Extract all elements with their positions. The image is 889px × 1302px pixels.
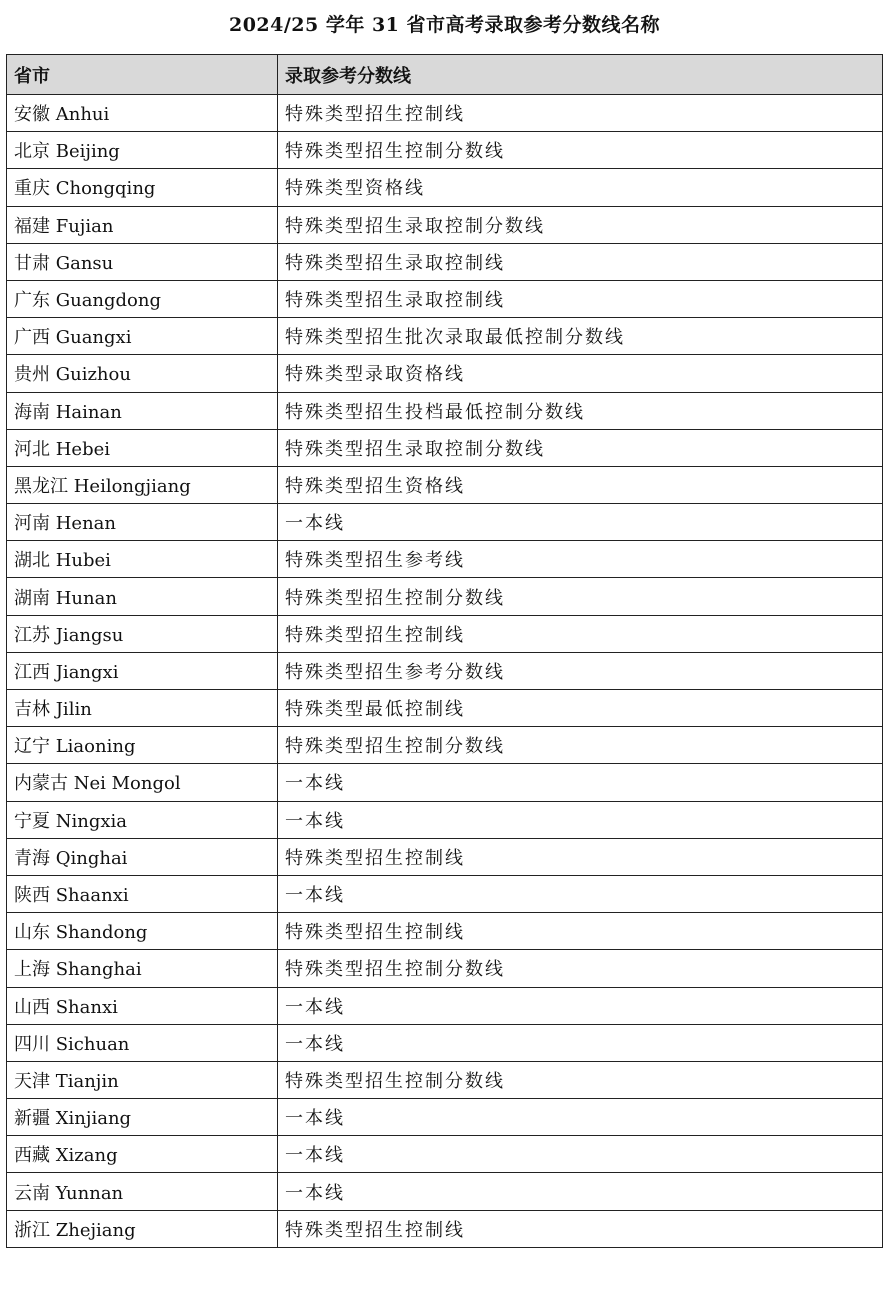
score-line-cell: 一本线: [278, 875, 883, 912]
table-row: [7, 690, 883, 727]
province-cell: 湖南 Hunan: [7, 578, 278, 615]
table-row: [7, 243, 883, 280]
table-row: [7, 727, 883, 764]
table-header-row: [7, 55, 883, 95]
score-line-cell: 一本线: [278, 1024, 883, 1061]
score-line-cell: 特殊类型招生批次录取最低控制分数线: [278, 318, 883, 355]
score-line-cell: 特殊类型招生控制分数线: [278, 727, 883, 764]
score-line-cell: 一本线: [278, 801, 883, 838]
score-line-cell: 特殊类型招生控制线: [278, 615, 883, 652]
province-cell: 黑龙江 Heilongjiang: [7, 466, 278, 503]
score-line-cell: 一本线: [278, 504, 883, 541]
province-cell: 北京 Beijing: [7, 132, 278, 169]
table-row: [7, 206, 883, 243]
province-cell: 上海 Shanghai: [7, 950, 278, 987]
score-line-cell: 特殊类型招生参考线: [278, 541, 883, 578]
table-row: [7, 838, 883, 875]
score-line-cell: 特殊类型招生控制分数线: [278, 578, 883, 615]
table-row: [7, 1173, 883, 1210]
table-row: [7, 169, 883, 206]
table-row: [7, 801, 883, 838]
table-row: [7, 1099, 883, 1136]
table-row: [7, 764, 883, 801]
score-line-cell: 一本线: [278, 764, 883, 801]
score-line-cell: 特殊类型招生控制线: [278, 95, 883, 132]
score-line-cell: 特殊类型最低控制线: [278, 690, 883, 727]
score-line-cell: 特殊类型资格线: [278, 169, 883, 206]
score-line-cell: 特殊类型招生录取控制分数线: [278, 206, 883, 243]
province-cell: 贵州 Guizhou: [7, 355, 278, 392]
score-line-cell: 特殊类型招生参考分数线: [278, 652, 883, 689]
province-cell: 宁夏 Ningxia: [7, 801, 278, 838]
table-row: [7, 875, 883, 912]
header-score-line: 录取参考分数线: [278, 55, 883, 95]
table-row: [7, 1210, 883, 1247]
table-row: [7, 132, 883, 169]
province-cell: 云南 Yunnan: [7, 1173, 278, 1210]
table-row: [7, 1024, 883, 1061]
province-cell: 广西 Guangxi: [7, 318, 278, 355]
province-cell: 安徽 Anhui: [7, 95, 278, 132]
province-cell: 新疆 Xinjiang: [7, 1099, 278, 1136]
table-row: [7, 429, 883, 466]
score-line-cell: 特殊类型招生控制线: [278, 1210, 883, 1247]
table-row: [7, 615, 883, 652]
province-cell: 吉林 Jilin: [7, 690, 278, 727]
score-line-cell: 特殊类型招生投档最低控制分数线: [278, 392, 883, 429]
table-row: [7, 504, 883, 541]
province-cell: 陕西 Shaanxi: [7, 875, 278, 912]
table-body: [7, 95, 883, 1248]
score-line-cell: 一本线: [278, 987, 883, 1024]
document-title: 2024/25 学年 31 省市高考录取参考分数线名称: [228, 14, 661, 36]
province-cell: 河南 Henan: [7, 504, 278, 541]
score-line-cell: 特殊类型招生录取控制线: [278, 243, 883, 280]
table-row: [7, 950, 883, 987]
province-cell: 山西 Shanxi: [7, 987, 278, 1024]
province-cell: 福建 Fujian: [7, 206, 278, 243]
header-province: 省市: [7, 55, 278, 95]
province-cell: 四川 Sichuan: [7, 1024, 278, 1061]
province-cell: 河北 Hebei: [7, 429, 278, 466]
province-cell: 内蒙古 Nei Mongol: [7, 764, 278, 801]
table-row: [7, 1061, 883, 1098]
province-cell: 天津 Tianjin: [7, 1061, 278, 1098]
province-cell: 海南 Hainan: [7, 392, 278, 429]
province-cell: 浙江 Zhejiang: [7, 1210, 278, 1247]
table-row: [7, 1136, 883, 1173]
table-row: [7, 913, 883, 950]
province-cell: 湖北 Hubei: [7, 541, 278, 578]
score-line-cell: 特殊类型录取资格线: [278, 355, 883, 392]
table-row: [7, 652, 883, 689]
score-line-cell: 特殊类型招生控制分数线: [278, 132, 883, 169]
score-line-cell: 特殊类型招生录取控制分数线: [278, 429, 883, 466]
score-line-cell: 特殊类型招生资格线: [278, 466, 883, 503]
score-line-cell: 一本线: [278, 1099, 883, 1136]
province-cell: 辽宁 Liaoning: [7, 727, 278, 764]
province-cell: 重庆 Chongqing: [7, 169, 278, 206]
score-line-table: [6, 54, 883, 1248]
province-cell: 山东 Shandong: [7, 913, 278, 950]
province-cell: 江西 Jiangxi: [7, 652, 278, 689]
score-line-cell: 特殊类型招生控制线: [278, 913, 883, 950]
table-row: [7, 541, 883, 578]
table-row: [7, 392, 883, 429]
table-row: [7, 95, 883, 132]
table-row: [7, 355, 883, 392]
score-line-cell: 特殊类型招生控制线: [278, 838, 883, 875]
table-row: [7, 318, 883, 355]
province-cell: 青海 Qinghai: [7, 838, 278, 875]
score-line-cell: 特殊类型招生录取控制线: [278, 280, 883, 317]
province-cell: 广东 Guangdong: [7, 280, 278, 317]
table-row: [7, 578, 883, 615]
table-row: [7, 280, 883, 317]
province-cell: 江苏 Jiangsu: [7, 615, 278, 652]
score-line-cell: 特殊类型招生控制分数线: [278, 950, 883, 987]
score-line-cell: 一本线: [278, 1136, 883, 1173]
table-row: [7, 466, 883, 503]
province-cell: 西藏 Xizang: [7, 1136, 278, 1173]
table-row: [7, 987, 883, 1024]
score-line-cell: 特殊类型招生控制分数线: [278, 1061, 883, 1098]
province-cell: 甘肃 Gansu: [7, 243, 278, 280]
score-line-cell: 一本线: [278, 1173, 883, 1210]
